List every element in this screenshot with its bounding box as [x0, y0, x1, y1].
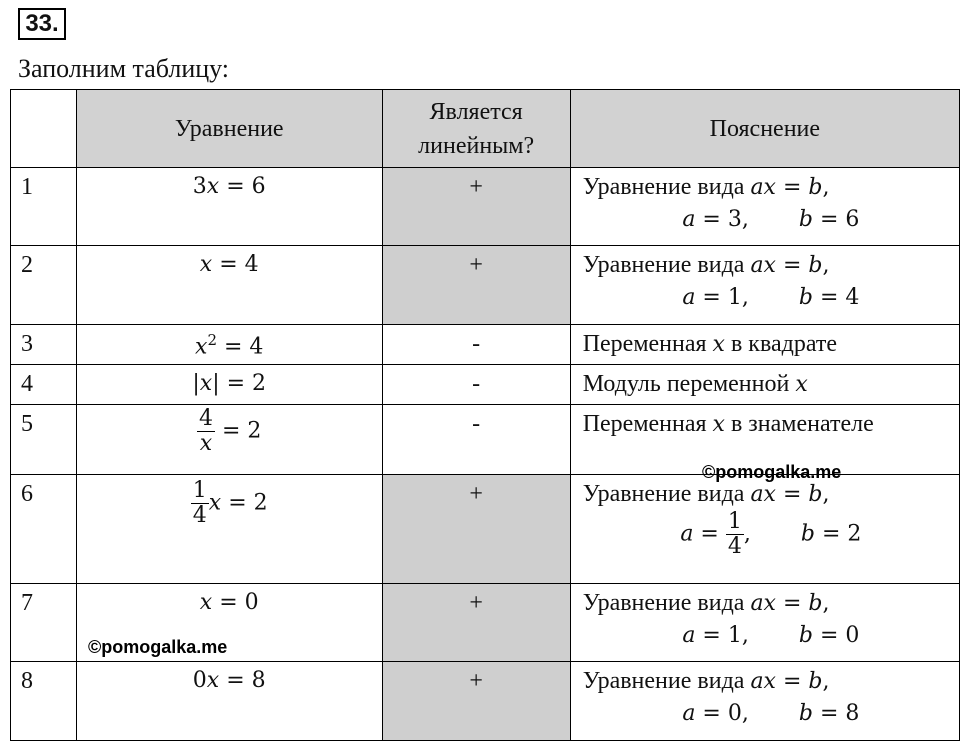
- header-explanation: Пояснение: [570, 90, 959, 168]
- linear-cell: -: [382, 325, 570, 365]
- row-index: 1: [11, 168, 77, 246]
- row-index: 8: [11, 662, 77, 741]
- linear-cell: -: [382, 405, 570, 475]
- header-equation: Уравнение: [76, 90, 382, 168]
- explanation-prefix: Уравнение вида: [582, 668, 745, 694]
- equation-cell: 3x = 6: [76, 168, 382, 246]
- explanation-text: в знаменателе: [730, 411, 874, 437]
- explanation-text: Переменная: [582, 411, 707, 437]
- linear-cell: +: [382, 475, 570, 584]
- explanation-cell: Уравнение вида ax = b, a = 1, b = 4: [570, 246, 959, 325]
- header-linear: [382, 90, 570, 168]
- explanation-prefix: Уравнение вида: [582, 481, 745, 507]
- row-index: 6: [11, 475, 77, 584]
- row-index: 7: [11, 584, 77, 662]
- explanation-prefix: Уравнение вида: [582, 590, 745, 616]
- intro-text: Заполним таблицу:: [18, 54, 230, 83]
- equation-cell: |x| = 2: [76, 365, 382, 405]
- explanation-cell: Уравнение вида ax = b, a = 1, b = 0: [570, 584, 959, 662]
- explanation-prefix: Уравнение вида: [582, 174, 745, 200]
- header-index: [11, 90, 77, 168]
- linear-cell: +: [382, 662, 570, 741]
- linear-cell: -: [382, 365, 570, 405]
- table-row: [11, 246, 960, 325]
- problem-number: 33.: [18, 8, 66, 40]
- linear-cell: +: [382, 584, 570, 662]
- equation-cell: 0x = 8: [76, 662, 382, 741]
- header-linear-line2: линейным?: [418, 132, 535, 159]
- header-row: [11, 90, 960, 168]
- equation-cell: $\frac{4}{x}$ = 2: [76, 405, 382, 475]
- explanation-cell: Переменная x в знаменателе: [570, 405, 959, 475]
- explanation-cell: Модуль переменной x: [570, 365, 959, 405]
- table-row: [11, 365, 960, 405]
- row-index: 2: [11, 246, 77, 325]
- row-index: 4: [11, 365, 77, 405]
- equation-cell: x = 0: [76, 584, 382, 662]
- equation-cell: x = 4: [76, 246, 382, 325]
- explanation-text: Модуль переменной: [582, 371, 790, 397]
- watermark: ©pomogalka.me: [88, 637, 228, 657]
- explanation-cell: Переменная x в квадрате: [570, 325, 959, 365]
- table-row: [11, 168, 960, 246]
- table-row: [11, 662, 960, 741]
- explanation-cell: Уравнение вида ax = b, a = 3, b = 6: [570, 168, 959, 246]
- explanation-text: Переменная: [582, 331, 707, 357]
- linear-cell: +: [382, 168, 570, 246]
- equation-cell: $x^2 = 4$: [76, 325, 382, 365]
- row-index: 3: [11, 325, 77, 365]
- equation-cell: $\frac{1}{4}$ x = 2: [76, 475, 382, 584]
- explanation-cell: Уравнение вида ax = b, a = 0, b = 8: [570, 662, 959, 741]
- explanation-prefix: Уравнение вида: [582, 252, 745, 278]
- explanation-cell: Уравнение вида ax = b, a = $\frac{1}{4}$ , b = 2: [570, 475, 959, 584]
- row-index: 5: [11, 405, 77, 475]
- watermark: ©pomogalka.me: [702, 462, 842, 482]
- table-row: [11, 475, 960, 584]
- linear-cell: +: [382, 246, 570, 325]
- header-linear-line1: Является: [429, 98, 523, 125]
- explanation-text: в квадрате: [730, 331, 838, 357]
- table-row: [11, 325, 960, 365]
